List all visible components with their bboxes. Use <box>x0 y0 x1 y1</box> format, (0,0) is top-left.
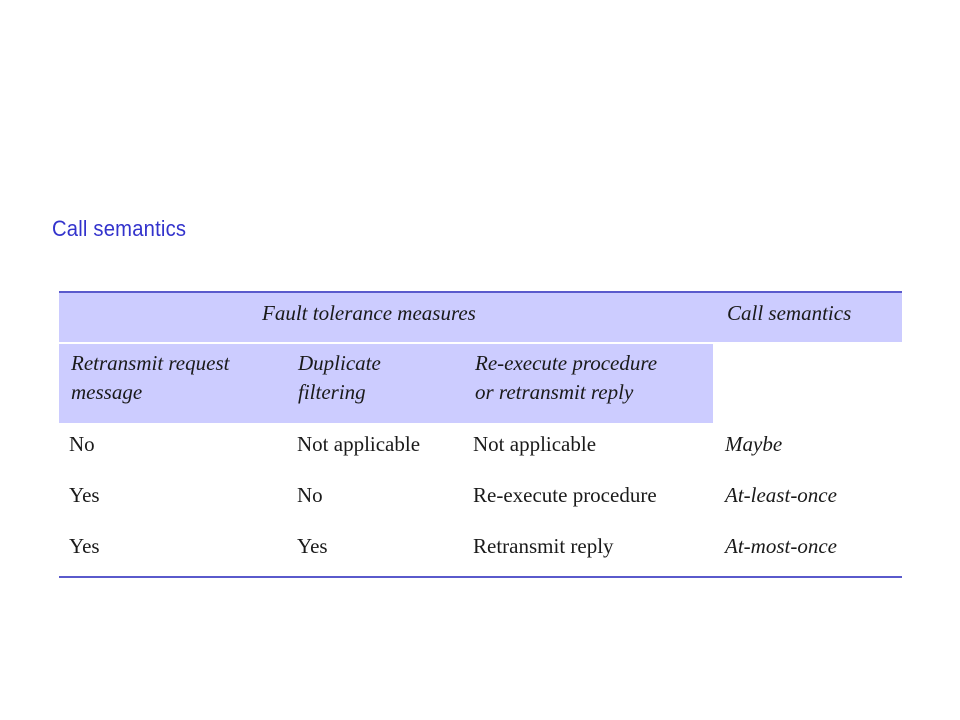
table-cell: Not applicable <box>297 432 421 456</box>
table-cell: Not applicable <box>473 432 597 456</box>
col-header-retransmit-request-line2: message <box>71 380 143 404</box>
call-semantics-table <box>59 291 902 578</box>
group-header-fault-tolerance: Fault tolerance measures <box>262 301 476 325</box>
table-cell-semantics: Maybe <box>725 432 783 456</box>
table-cell: Yes <box>297 534 328 558</box>
col-header-reexecute-line2: or retransmit reply <box>475 380 634 404</box>
col-header-duplicate-filtering-line1: Duplicate <box>298 351 381 375</box>
table-cell-semantics: At-most-once <box>725 534 837 558</box>
table-cell: Re-execute procedure <box>473 483 657 507</box>
col-header-reexecute-line1: Re-execute procedure <box>475 351 658 375</box>
table-cell-semantics: At-least-once <box>725 483 837 507</box>
table-cell: Retransmit reply <box>473 534 614 558</box>
col-header-duplicate-filtering-line2: filtering <box>298 380 366 404</box>
table-bottom-rule <box>59 576 902 578</box>
table-cell: Yes <box>69 534 100 558</box>
col-header-retransmit-request-line1: Retransmit request <box>71 351 230 375</box>
table-cell: Yes <box>69 483 100 507</box>
table-cell: No <box>69 432 95 456</box>
table-cell: No <box>297 483 323 507</box>
slide-title: Call semantics <box>52 216 187 241</box>
header-call-semantics: Call semantics <box>727 301 852 325</box>
